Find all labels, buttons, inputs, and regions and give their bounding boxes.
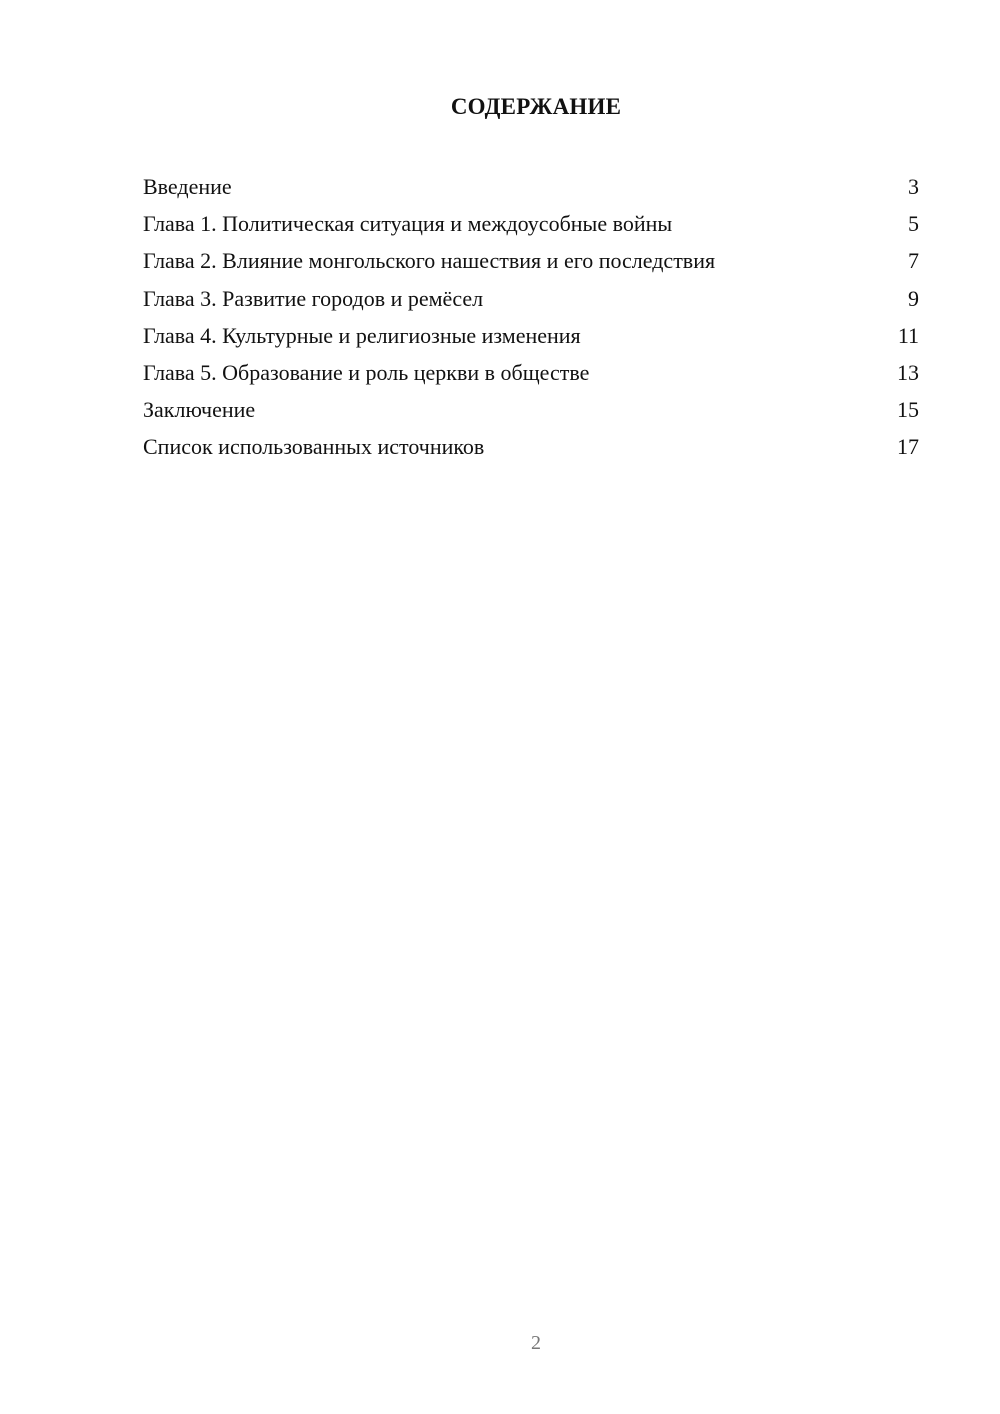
toc-entry-page: 15	[897, 397, 919, 423]
toc-entry-title: Глава 3. Развитие городов и ремёсел	[143, 285, 484, 311]
toc-entry-chapter-4	[143, 317, 919, 354]
toc-entry-title: Список использованных источников	[143, 434, 485, 460]
toc-entry-page: 3	[908, 174, 919, 199]
toc-entry-introduction	[143, 168, 919, 205]
page-number: 2	[531, 1332, 541, 1354]
toc-entry-chapter-2	[143, 242, 919, 279]
toc-entry-page: 7	[908, 248, 919, 274]
toc-entry-title: Заключение	[143, 397, 256, 423]
toc-entry-chapter-3	[143, 280, 919, 317]
toc-entry-chapter-5	[143, 354, 919, 391]
toc-entry-page: 17	[897, 434, 919, 460]
toc-entry-title: Глава 1. Политическая ситуация и междоусобные войны	[143, 211, 673, 237]
toc-entry-page: 13	[897, 359, 919, 385]
toc-entry-page: 11	[897, 322, 919, 348]
toc-heading: СОДЕРЖАНИЕ	[450, 94, 622, 119]
toc-entry-page: 5	[908, 211, 919, 237]
toc-list	[143, 168, 919, 466]
toc-entry-page: 9	[908, 285, 919, 311]
toc-entry-title: Глава 4. Культурные и религиозные изменения	[143, 322, 581, 348]
toc-entry-title: Глава 5. Образование и роль церкви в обществе	[143, 359, 590, 385]
toc-entry-conclusion	[143, 391, 919, 428]
toc-entry-title: Введение	[143, 174, 232, 199]
toc-entry-title: Глава 2. Влияние монгольского нашествия и его последствия	[143, 248, 716, 274]
toc-entry-chapter-1	[143, 205, 919, 242]
toc-entry-references	[143, 428, 919, 465]
